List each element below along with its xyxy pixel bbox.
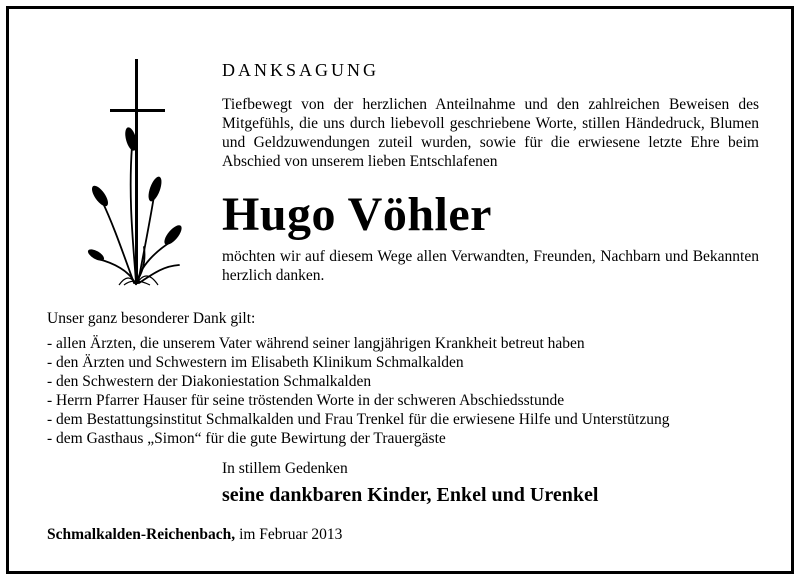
- list-item: - dem Gasthaus „Simon“ für die gute Bewirtung der Trauergäste: [47, 430, 446, 447]
- date: im Februar 2013: [239, 526, 343, 543]
- list-item: - dem Bestattungsinstitut Schmalkalden und Frau Trenkel für die erwiesene Hilfe und Unterstützung: [47, 411, 670, 428]
- special-thanks-list: [47, 334, 669, 448]
- deceased-name: Hugo Vöhler: [222, 188, 492, 241]
- obituary-notice: [6, 6, 794, 574]
- place: Schmalkalden-Reichenbach,: [47, 526, 236, 543]
- intro-paragraph: Tiefbewegt von der herzlichen Anteilnahme und den zahlreichen Beweisen des Mitgefühls, die uns durch liebevoll geschriebene Worte, stillen Händedruck, Blumen und Geldzuwendungen zuteil wurden, sowie für die erwiesene letzte Ehre beim Abschied von unserem lieben Entschlafenen: [222, 96, 759, 170]
- memory-line: In stillem Gedenken: [222, 460, 348, 477]
- place-date-line: [47, 526, 342, 544]
- list-item: - den Schwestern der Diakoniestation Schmalkalden: [47, 373, 372, 390]
- special-thanks-intro: Unser ganz besonderer Dank gilt:: [47, 310, 256, 327]
- notice-heading: DANKSAGUNG: [222, 60, 380, 80]
- closing-paragraph: möchten wir auf diesem Wege allen Verwandten, Freunden, Nachbarn und Bekannten herzlich danken.: [222, 248, 759, 284]
- list-item: - den Ärzten und Schwestern im Elisabeth Klinikum Schmalkalden: [47, 354, 464, 371]
- list-item: - Herrn Pfarrer Hauser für seine tröstenden Worte in der schweren Abschiedsstunde: [47, 392, 565, 409]
- cross-with-wheat-icon: [84, 51, 194, 291]
- signers-line: seine dankbaren Kinder, Enkel und Urenkel: [222, 484, 599, 506]
- list-item: - allen Ärzten, die unserem Vater während seiner langjährigen Krankheit betreut haben: [47, 335, 585, 352]
